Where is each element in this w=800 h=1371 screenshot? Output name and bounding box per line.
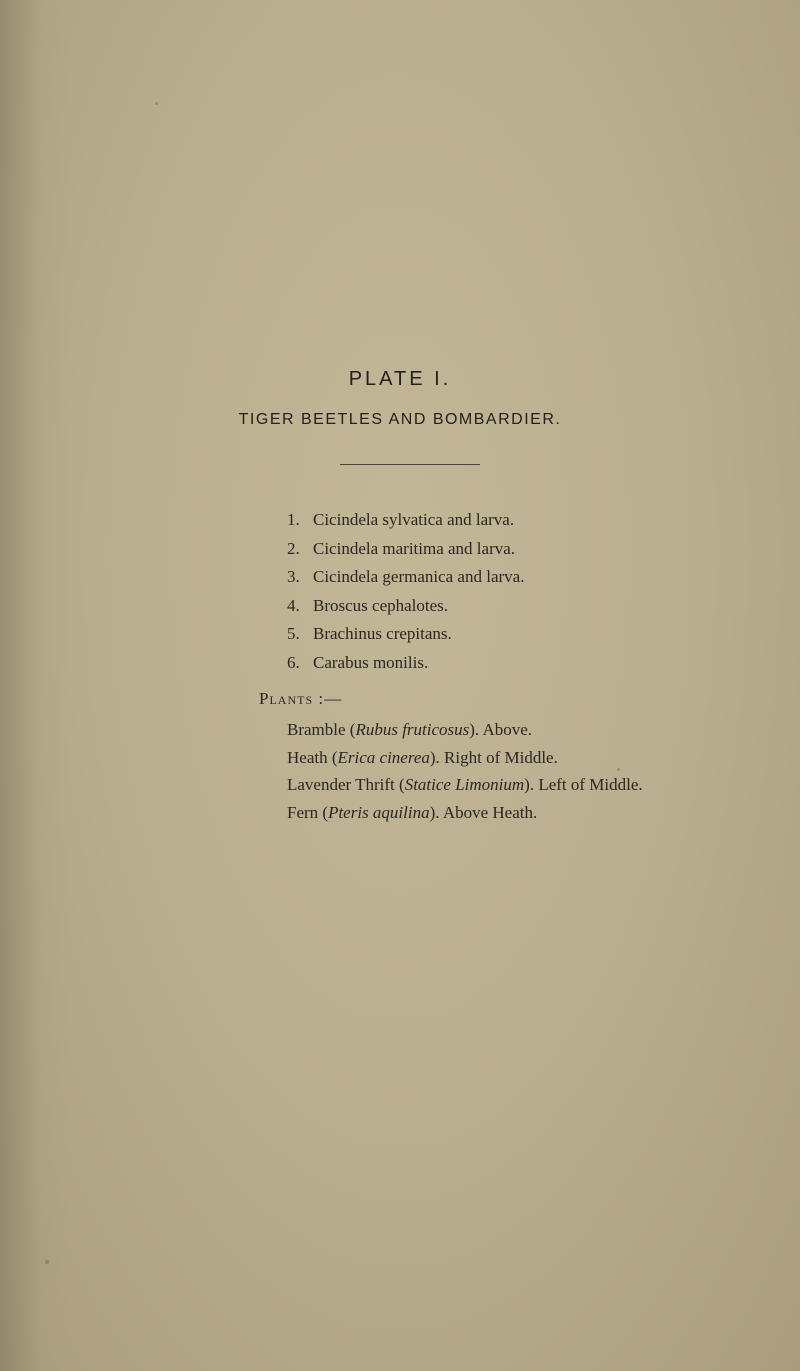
- plants-heading: Plants :—: [259, 689, 343, 708]
- species-item: [287, 535, 524, 564]
- plate-title: PLATE I.: [348, 368, 452, 390]
- species-name: Carabus monilis.: [313, 652, 429, 672]
- plant-position: ). Above Heath.: [429, 802, 538, 822]
- plant-item: [287, 716, 643, 744]
- title-divider: [340, 464, 480, 465]
- plant-common-name: Heath (: [287, 747, 338, 767]
- species-item: [287, 649, 524, 678]
- plant-latin-name: Rubus fruticosus: [355, 720, 470, 739]
- paper-speck: [45, 1260, 49, 1264]
- species-item: [287, 592, 524, 621]
- plant-common-name: Fern (: [287, 802, 329, 822]
- plant-common-name: Lavender Thrift (: [287, 775, 405, 794]
- plant-common-name: Bramble (: [287, 720, 356, 739]
- plants-list: [287, 716, 643, 826]
- species-item: [287, 620, 524, 649]
- paper-speck: [155, 102, 158, 105]
- plant-latin-name: Erica cinerea: [337, 747, 430, 767]
- plant-position: ). Left of Middle.: [524, 775, 643, 794]
- plate-subtitle: TIGER BEETLES AND BOMBARDIER.: [238, 411, 562, 428]
- species-name: Broscus cephalotes.: [313, 595, 449, 615]
- species-name: Brachinus crepitans.: [313, 624, 452, 644]
- plant-latin-name: Statice Limonium: [404, 775, 525, 794]
- species-number: 2.: [287, 538, 300, 558]
- species-number: 3.: [287, 567, 300, 587]
- species-number: 4.: [287, 595, 300, 615]
- plant-item: [287, 799, 643, 827]
- species-number: 5.: [287, 624, 300, 644]
- species-item: [287, 563, 524, 592]
- plant-position: ). Right of Middle.: [429, 747, 558, 767]
- plant-latin-name: Pteris aquilina: [328, 802, 430, 822]
- species-number: 6.: [287, 652, 300, 672]
- plant-item: [287, 744, 643, 772]
- species-name: Cicindela germanica and larva.: [313, 567, 525, 587]
- plant-position: ). Above.: [469, 720, 533, 739]
- species-name: Cicindela sylvatica and larva.: [313, 510, 515, 529]
- species-item: [287, 506, 524, 535]
- species-list: [287, 506, 524, 678]
- species-number: 1.: [287, 510, 300, 529]
- species-name: Cicindela maritima and larva.: [313, 538, 516, 558]
- plant-item: [287, 771, 643, 799]
